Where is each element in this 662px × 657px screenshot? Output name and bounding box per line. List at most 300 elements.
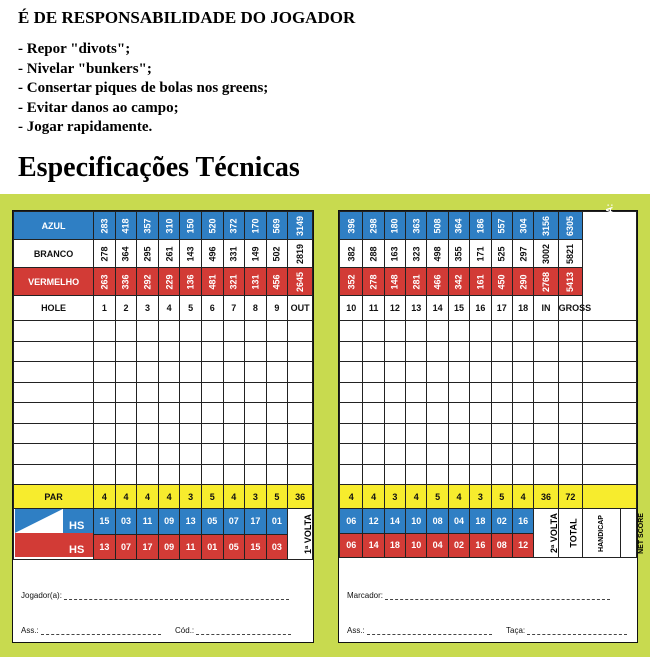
score-entry-cell[interactable] xyxy=(180,423,202,444)
hole-number: OUT xyxy=(290,303,310,313)
score-entry-cell[interactable] xyxy=(340,444,363,465)
score-row xyxy=(340,423,637,444)
tee-label-branco xyxy=(14,240,94,268)
score-entry-cell[interactable] xyxy=(245,423,267,444)
yardage-cell: 418 xyxy=(120,217,131,234)
score-row xyxy=(14,403,313,424)
score-entry-cell[interactable] xyxy=(512,321,533,342)
yardage-cell xyxy=(201,240,223,268)
yardage-cell xyxy=(448,240,469,268)
yardage-cell: 304 xyxy=(518,217,529,234)
score-entry-cell[interactable] xyxy=(427,362,448,383)
score-entry-cell[interactable] xyxy=(266,341,288,362)
score-entry-cell[interactable] xyxy=(94,423,116,444)
score-entry-cell[interactable] xyxy=(245,403,267,424)
yardage-cell xyxy=(266,212,288,240)
yardage-cell xyxy=(245,212,267,240)
score-entry-cell[interactable] xyxy=(137,444,159,465)
par-value xyxy=(470,485,491,509)
yardage-cell xyxy=(94,240,116,268)
par-value: 3 xyxy=(252,491,258,502)
score-entry-cell[interactable] xyxy=(363,382,384,403)
score-entry-cell[interactable] xyxy=(14,341,94,362)
score-entry-cell[interactable] xyxy=(512,362,533,383)
score-entry-cell[interactable] xyxy=(94,321,116,342)
score-entry-cell[interactable] xyxy=(223,464,245,485)
yardage-cell: 148 xyxy=(389,273,400,290)
score-entry-cell[interactable] xyxy=(201,382,223,403)
score-entry-cell[interactable] xyxy=(288,403,313,424)
score-entry-cell[interactable] xyxy=(558,321,582,342)
yardage-cell: 382 xyxy=(346,245,357,262)
yardage-cell xyxy=(137,212,159,240)
handicap-women-cell xyxy=(223,534,245,560)
yardage-cell xyxy=(427,212,448,240)
score-entry-cell[interactable] xyxy=(180,362,202,383)
yardage-cell xyxy=(201,268,223,296)
handicap-women-cell: 10 xyxy=(411,540,422,551)
handicap-men-cell xyxy=(406,509,427,534)
par-label xyxy=(14,485,94,509)
volta-cell xyxy=(288,509,313,560)
score-entry-cell[interactable] xyxy=(14,321,94,342)
par-value xyxy=(384,485,405,509)
score-entry-cell[interactable] xyxy=(427,321,448,342)
score-entry-cell[interactable] xyxy=(266,464,288,485)
par-value: 36 xyxy=(295,491,306,502)
score-entry-cell[interactable] xyxy=(137,403,159,424)
score-entry-cell[interactable] xyxy=(448,321,469,342)
score-entry-cell[interactable] xyxy=(340,341,363,362)
yardage-cell: 352 xyxy=(346,273,357,290)
hole-number: 7 xyxy=(231,303,237,313)
score-entry-cell[interactable] xyxy=(534,321,558,342)
score-entry-cell[interactable] xyxy=(534,341,558,362)
score-entry-cell[interactable] xyxy=(363,423,384,444)
score-entry-cell[interactable] xyxy=(534,382,558,403)
yardage-cell xyxy=(245,268,267,296)
score-entry-cell[interactable] xyxy=(223,444,245,465)
score-entry-cell[interactable] xyxy=(558,341,582,362)
yardage-cell xyxy=(491,212,512,240)
score-entry-cell[interactable] xyxy=(470,444,491,465)
score-entry-cell[interactable] xyxy=(266,444,288,465)
score-entry-cell[interactable] xyxy=(340,321,363,342)
score-entry-cell[interactable] xyxy=(180,464,202,485)
yardage-cell: 363 xyxy=(411,217,422,234)
score-entry-cell[interactable] xyxy=(94,341,116,362)
yardage-cell: 520 xyxy=(207,217,218,234)
score-entry-cell[interactable] xyxy=(427,403,448,424)
score-entry-cell[interactable] xyxy=(406,464,427,485)
score-entry-cell[interactable] xyxy=(94,464,116,485)
score-entry-cell[interactable] xyxy=(427,444,448,465)
score-entry-cell[interactable] xyxy=(448,444,469,465)
score-entry-cell[interactable] xyxy=(340,423,363,444)
yardage-cell xyxy=(180,212,202,240)
score-entry-cell[interactable] xyxy=(266,382,288,403)
score-entry-cell[interactable] xyxy=(245,444,267,465)
score-entry-cell[interactable] xyxy=(470,321,491,342)
score-entry-cell[interactable] xyxy=(180,444,202,465)
score-entry-cell[interactable] xyxy=(266,362,288,383)
yardage-cell: 161 xyxy=(475,273,486,290)
hole-number: 10 xyxy=(346,303,357,313)
hole-number xyxy=(534,296,558,321)
score-entry-cell[interactable] xyxy=(427,464,448,485)
score-entry-cell[interactable] xyxy=(288,464,313,485)
score-entry-cell[interactable] xyxy=(266,423,288,444)
handicap-women-cell: 12 xyxy=(518,540,529,551)
tee-row-branco xyxy=(14,240,313,268)
score-entry-cell[interactable] xyxy=(491,382,512,403)
yardage-cell: 136 xyxy=(185,273,196,290)
score-entry-cell[interactable] xyxy=(470,423,491,444)
par-value: 4 xyxy=(145,491,151,502)
yardage-cell xyxy=(534,268,558,296)
yardage-cell: 396 xyxy=(346,217,357,234)
score-entry-cell[interactable] xyxy=(558,423,582,444)
yardage-cell xyxy=(470,268,491,296)
score-entry-cell[interactable] xyxy=(137,321,159,342)
score-entry-cell[interactable] xyxy=(384,464,405,485)
score-entry-cell[interactable] xyxy=(201,423,223,444)
hole-number: 15 xyxy=(454,303,465,313)
score-entry-cell[interactable] xyxy=(406,362,427,383)
score-entry-cell[interactable] xyxy=(406,423,427,444)
par-value xyxy=(288,485,313,509)
score-entry-cell[interactable] xyxy=(448,362,469,383)
handicap-women-cell xyxy=(512,533,533,558)
score-entry-cell[interactable] xyxy=(491,464,512,485)
yardage-cell xyxy=(223,268,245,296)
handicap-men-cell: 05 xyxy=(207,516,218,527)
score-entry-cell[interactable] xyxy=(14,464,94,485)
score-entry-cell[interactable] xyxy=(406,321,427,342)
score-entry-cell[interactable] xyxy=(14,423,94,444)
score-entry-cell[interactable] xyxy=(94,362,116,383)
hole-number xyxy=(558,296,592,321)
score-entry-cell[interactable] xyxy=(406,403,427,424)
yardage-cell: 292 xyxy=(142,273,153,290)
score-entry-cell[interactable] xyxy=(115,362,137,383)
handicap-women-cell: 02 xyxy=(454,540,465,551)
score-entry-cell[interactable] xyxy=(158,403,180,424)
score-entry-cell[interactable] xyxy=(288,444,313,465)
score-entry-cell[interactable] xyxy=(201,403,223,424)
score-entry-cell[interactable] xyxy=(158,444,180,465)
score-entry-cell[interactable] xyxy=(384,382,405,403)
yardage-cell xyxy=(558,212,582,240)
score-entry-cell[interactable] xyxy=(491,403,512,424)
score-entry-cell[interactable] xyxy=(201,341,223,362)
score-entry-cell[interactable] xyxy=(512,382,533,403)
score-entry-cell[interactable] xyxy=(201,321,223,342)
score-entry-cell[interactable] xyxy=(245,464,267,485)
score-entry-cell[interactable] xyxy=(158,423,180,444)
yardage-cell xyxy=(94,268,116,296)
hole-number: 14 xyxy=(432,303,443,313)
score-entry-cell[interactable] xyxy=(534,423,558,444)
score-entry-cell[interactable] xyxy=(115,382,137,403)
yardage-cell xyxy=(115,240,137,268)
score-entry-cell[interactable] xyxy=(534,464,558,485)
score-entry-cell[interactable] xyxy=(223,423,245,444)
tee-row-azul xyxy=(14,212,313,240)
score-entry-cell[interactable] xyxy=(245,321,267,342)
score-entry-cell[interactable] xyxy=(288,423,313,444)
score-entry-cell[interactable] xyxy=(158,362,180,383)
par-value: 3 xyxy=(188,491,194,502)
yardage-cell xyxy=(115,212,137,240)
par-value: 4 xyxy=(123,491,129,502)
score-entry-cell[interactable] xyxy=(288,382,313,403)
score-entry-cell[interactable] xyxy=(223,362,245,383)
tee-label-branco: BRANCO xyxy=(33,248,74,259)
yardage-cell: 456 xyxy=(271,273,282,290)
score-entry-cell[interactable] xyxy=(115,464,137,485)
score-entry-cell[interactable] xyxy=(427,382,448,403)
score-entry-cell[interactable] xyxy=(180,321,202,342)
score-entry-cell[interactable] xyxy=(558,444,582,465)
score-entry-cell[interactable] xyxy=(512,423,533,444)
par-value xyxy=(448,485,469,509)
score-entry-cell[interactable] xyxy=(158,464,180,485)
score-entry-cell[interactable] xyxy=(491,341,512,362)
score-entry-cell[interactable] xyxy=(363,362,384,383)
yardage-cell: 372 xyxy=(228,217,239,234)
score-entry-cell[interactable] xyxy=(137,423,159,444)
score-entry-cell[interactable] xyxy=(180,382,202,403)
score-entry-cell[interactable] xyxy=(288,321,313,342)
score-entry-cell[interactable] xyxy=(94,403,116,424)
score-entry-cell[interactable] xyxy=(14,403,94,424)
score-entry-cell[interactable] xyxy=(491,444,512,465)
par-value xyxy=(180,485,202,509)
score-entry-cell[interactable] xyxy=(223,403,245,424)
score-entry-cell[interactable] xyxy=(583,444,637,465)
score-entry-cell[interactable] xyxy=(384,403,405,424)
yardage-cell: 150 xyxy=(185,217,196,234)
score-entry-cell[interactable] xyxy=(470,341,491,362)
score-entry-cell[interactable] xyxy=(180,341,202,362)
score-entry-cell[interactable] xyxy=(406,382,427,403)
score-entry-cell[interactable] xyxy=(288,341,313,362)
score-row xyxy=(340,321,637,342)
par-value: 4 xyxy=(413,491,419,502)
score-entry-cell[interactable] xyxy=(512,444,533,465)
score-entry-cell[interactable] xyxy=(363,341,384,362)
yardage-cell: 525 xyxy=(496,245,507,262)
score-entry-cell[interactable] xyxy=(137,341,159,362)
hole-number xyxy=(115,296,137,321)
score-entry-cell[interactable] xyxy=(534,362,558,383)
handicap-label: HANDICAP xyxy=(598,514,606,552)
score-entry-cell[interactable] xyxy=(266,321,288,342)
handicap-men-cell: 14 xyxy=(389,515,400,526)
handicap-women-cell: 15 xyxy=(250,541,261,552)
score-entry-cell[interactable] xyxy=(558,464,582,485)
par-value: 4 xyxy=(371,491,377,502)
score-entry-cell[interactable] xyxy=(137,464,159,485)
score-entry-cell[interactable] xyxy=(340,464,363,485)
yardage-cell xyxy=(266,240,288,268)
score-row xyxy=(340,341,637,362)
score-entry-cell[interactable] xyxy=(470,362,491,383)
par-value xyxy=(201,485,223,509)
yardage-cell: 186 xyxy=(475,217,486,234)
handicap-men-cell xyxy=(158,509,180,535)
score-entry-cell[interactable] xyxy=(245,341,267,362)
score-entry-cell[interactable] xyxy=(448,423,469,444)
score-entry-cell[interactable] xyxy=(363,403,384,424)
hole-number: 1 xyxy=(101,303,107,313)
hole-number xyxy=(470,296,491,321)
handicap-women-cell: 03 xyxy=(271,541,282,552)
score-row xyxy=(340,382,637,403)
score-entry-cell[interactable] xyxy=(363,444,384,465)
score-entry-cell[interactable] xyxy=(384,321,405,342)
par-value: 4 xyxy=(101,491,107,502)
score-entry-cell[interactable] xyxy=(340,382,363,403)
yardage-cell: 557 xyxy=(496,217,507,234)
score-entry-cell[interactable] xyxy=(583,321,637,342)
score-entry-cell[interactable] xyxy=(94,382,116,403)
score-entry-cell[interactable] xyxy=(491,321,512,342)
score-entry-cell[interactable] xyxy=(583,382,637,403)
score-entry-cell[interactable] xyxy=(512,464,533,485)
score-entry-cell[interactable] xyxy=(245,382,267,403)
score-entry-cell[interactable] xyxy=(448,403,469,424)
score-entry-cell[interactable] xyxy=(470,382,491,403)
score-entry-cell[interactable] xyxy=(201,362,223,383)
handicap-women-cell: 01 xyxy=(207,541,218,552)
yardage-cell xyxy=(384,212,405,240)
score-entry-cell[interactable] xyxy=(558,382,582,403)
score-entry-cell[interactable] xyxy=(14,444,94,465)
score-entry-cell[interactable] xyxy=(583,341,637,362)
score-row xyxy=(14,362,313,383)
score-entry-cell[interactable] xyxy=(245,362,267,383)
score-entry-cell[interactable] xyxy=(363,321,384,342)
yardage-cell: 450 xyxy=(496,273,507,290)
score-entry-cell[interactable] xyxy=(406,444,427,465)
score-entry-cell[interactable] xyxy=(427,341,448,362)
score-entry-cell[interactable] xyxy=(115,444,137,465)
score-entry-cell[interactable] xyxy=(115,423,137,444)
player-signature-line: Jogador(a): xyxy=(21,591,289,600)
score-entry-cell[interactable] xyxy=(384,341,405,362)
score-entry-cell[interactable] xyxy=(406,341,427,362)
score-entry-cell[interactable] xyxy=(512,403,533,424)
score-entry-cell[interactable] xyxy=(512,341,533,362)
score-entry-cell[interactable] xyxy=(115,403,137,424)
score-entry-cell[interactable] xyxy=(470,464,491,485)
yardage-cell xyxy=(448,212,469,240)
rules-list xyxy=(18,40,268,138)
handicap-men-cell xyxy=(491,509,512,534)
score-entry-cell[interactable] xyxy=(583,362,637,383)
hole-number xyxy=(363,296,384,321)
score-entry-cell[interactable] xyxy=(115,321,137,342)
yardage-cell: 180 xyxy=(389,217,400,234)
score-entry-cell[interactable] xyxy=(583,423,637,444)
score-entry-cell[interactable] xyxy=(14,382,94,403)
score-entry-cell[interactable] xyxy=(158,321,180,342)
yardage-cell xyxy=(427,240,448,268)
score-entry-cell[interactable] xyxy=(14,362,94,383)
score-entry-cell[interactable] xyxy=(491,423,512,444)
score-entry-cell[interactable] xyxy=(266,403,288,424)
yardage-cell: 569 xyxy=(271,217,282,234)
score-entry-cell[interactable] xyxy=(137,362,159,383)
score-entry-cell[interactable] xyxy=(288,362,313,383)
score-entry-cell[interactable] xyxy=(384,362,405,383)
score-entry-cell[interactable] xyxy=(558,362,582,383)
score-entry-cell[interactable] xyxy=(223,321,245,342)
score-entry-cell[interactable] xyxy=(448,341,469,362)
score-entry-cell[interactable] xyxy=(558,403,582,424)
handicap-women-cell xyxy=(491,533,512,558)
score-entry-cell[interactable] xyxy=(491,362,512,383)
par-value xyxy=(558,485,582,509)
hole-number xyxy=(512,296,533,321)
score-entry-cell[interactable] xyxy=(94,444,116,465)
yardage-cell xyxy=(512,268,533,296)
score-entry-cell[interactable] xyxy=(158,382,180,403)
score-entry-cell[interactable] xyxy=(583,403,637,424)
score-entry-cell[interactable] xyxy=(363,464,384,485)
handicap-women-cell: 18 xyxy=(389,540,400,551)
score-entry-cell[interactable] xyxy=(180,403,202,424)
rule-item: - Repor "divots"; xyxy=(18,41,131,57)
score-entry-cell[interactable] xyxy=(427,423,448,444)
score-entry-cell[interactable] xyxy=(115,341,137,362)
yardage-cell: 6305 xyxy=(565,215,576,236)
front-nine-table xyxy=(13,211,313,560)
back-nine-table xyxy=(339,203,645,558)
handicap-men-cell xyxy=(340,509,363,534)
score-entry-cell[interactable] xyxy=(534,444,558,465)
rule-item: - Consertar piques de bolas nos greens; xyxy=(18,80,269,96)
par-value: 5 xyxy=(274,491,280,502)
score-entry-cell[interactable] xyxy=(384,423,405,444)
yardage-cell xyxy=(512,240,533,268)
score-entry-cell[interactable] xyxy=(158,341,180,362)
score-entry-cell[interactable] xyxy=(384,444,405,465)
score-entry-cell[interactable] xyxy=(448,382,469,403)
par-row xyxy=(340,485,637,509)
score-entry-cell[interactable] xyxy=(340,362,363,383)
hole-number: 16 xyxy=(475,303,486,313)
score-entry-cell[interactable] xyxy=(583,464,637,485)
score-entry-cell[interactable] xyxy=(201,444,223,465)
handicap-men-cell xyxy=(363,509,384,534)
score-entry-cell[interactable] xyxy=(223,341,245,362)
score-entry-cell[interactable] xyxy=(201,464,223,485)
hs-label: HS xyxy=(69,520,85,532)
score-entry-cell[interactable] xyxy=(470,403,491,424)
score-entry-cell[interactable] xyxy=(340,403,363,424)
score-entry-cell[interactable] xyxy=(448,464,469,485)
handicap-men-cell xyxy=(201,509,223,535)
score-entry-cell[interactable] xyxy=(534,403,558,424)
score-entry-cell[interactable] xyxy=(223,382,245,403)
handicap-women-cell: 13 xyxy=(99,541,110,552)
score-row xyxy=(340,362,637,383)
score-entry-cell[interactable] xyxy=(137,382,159,403)
handicap-women-cell xyxy=(158,534,180,560)
